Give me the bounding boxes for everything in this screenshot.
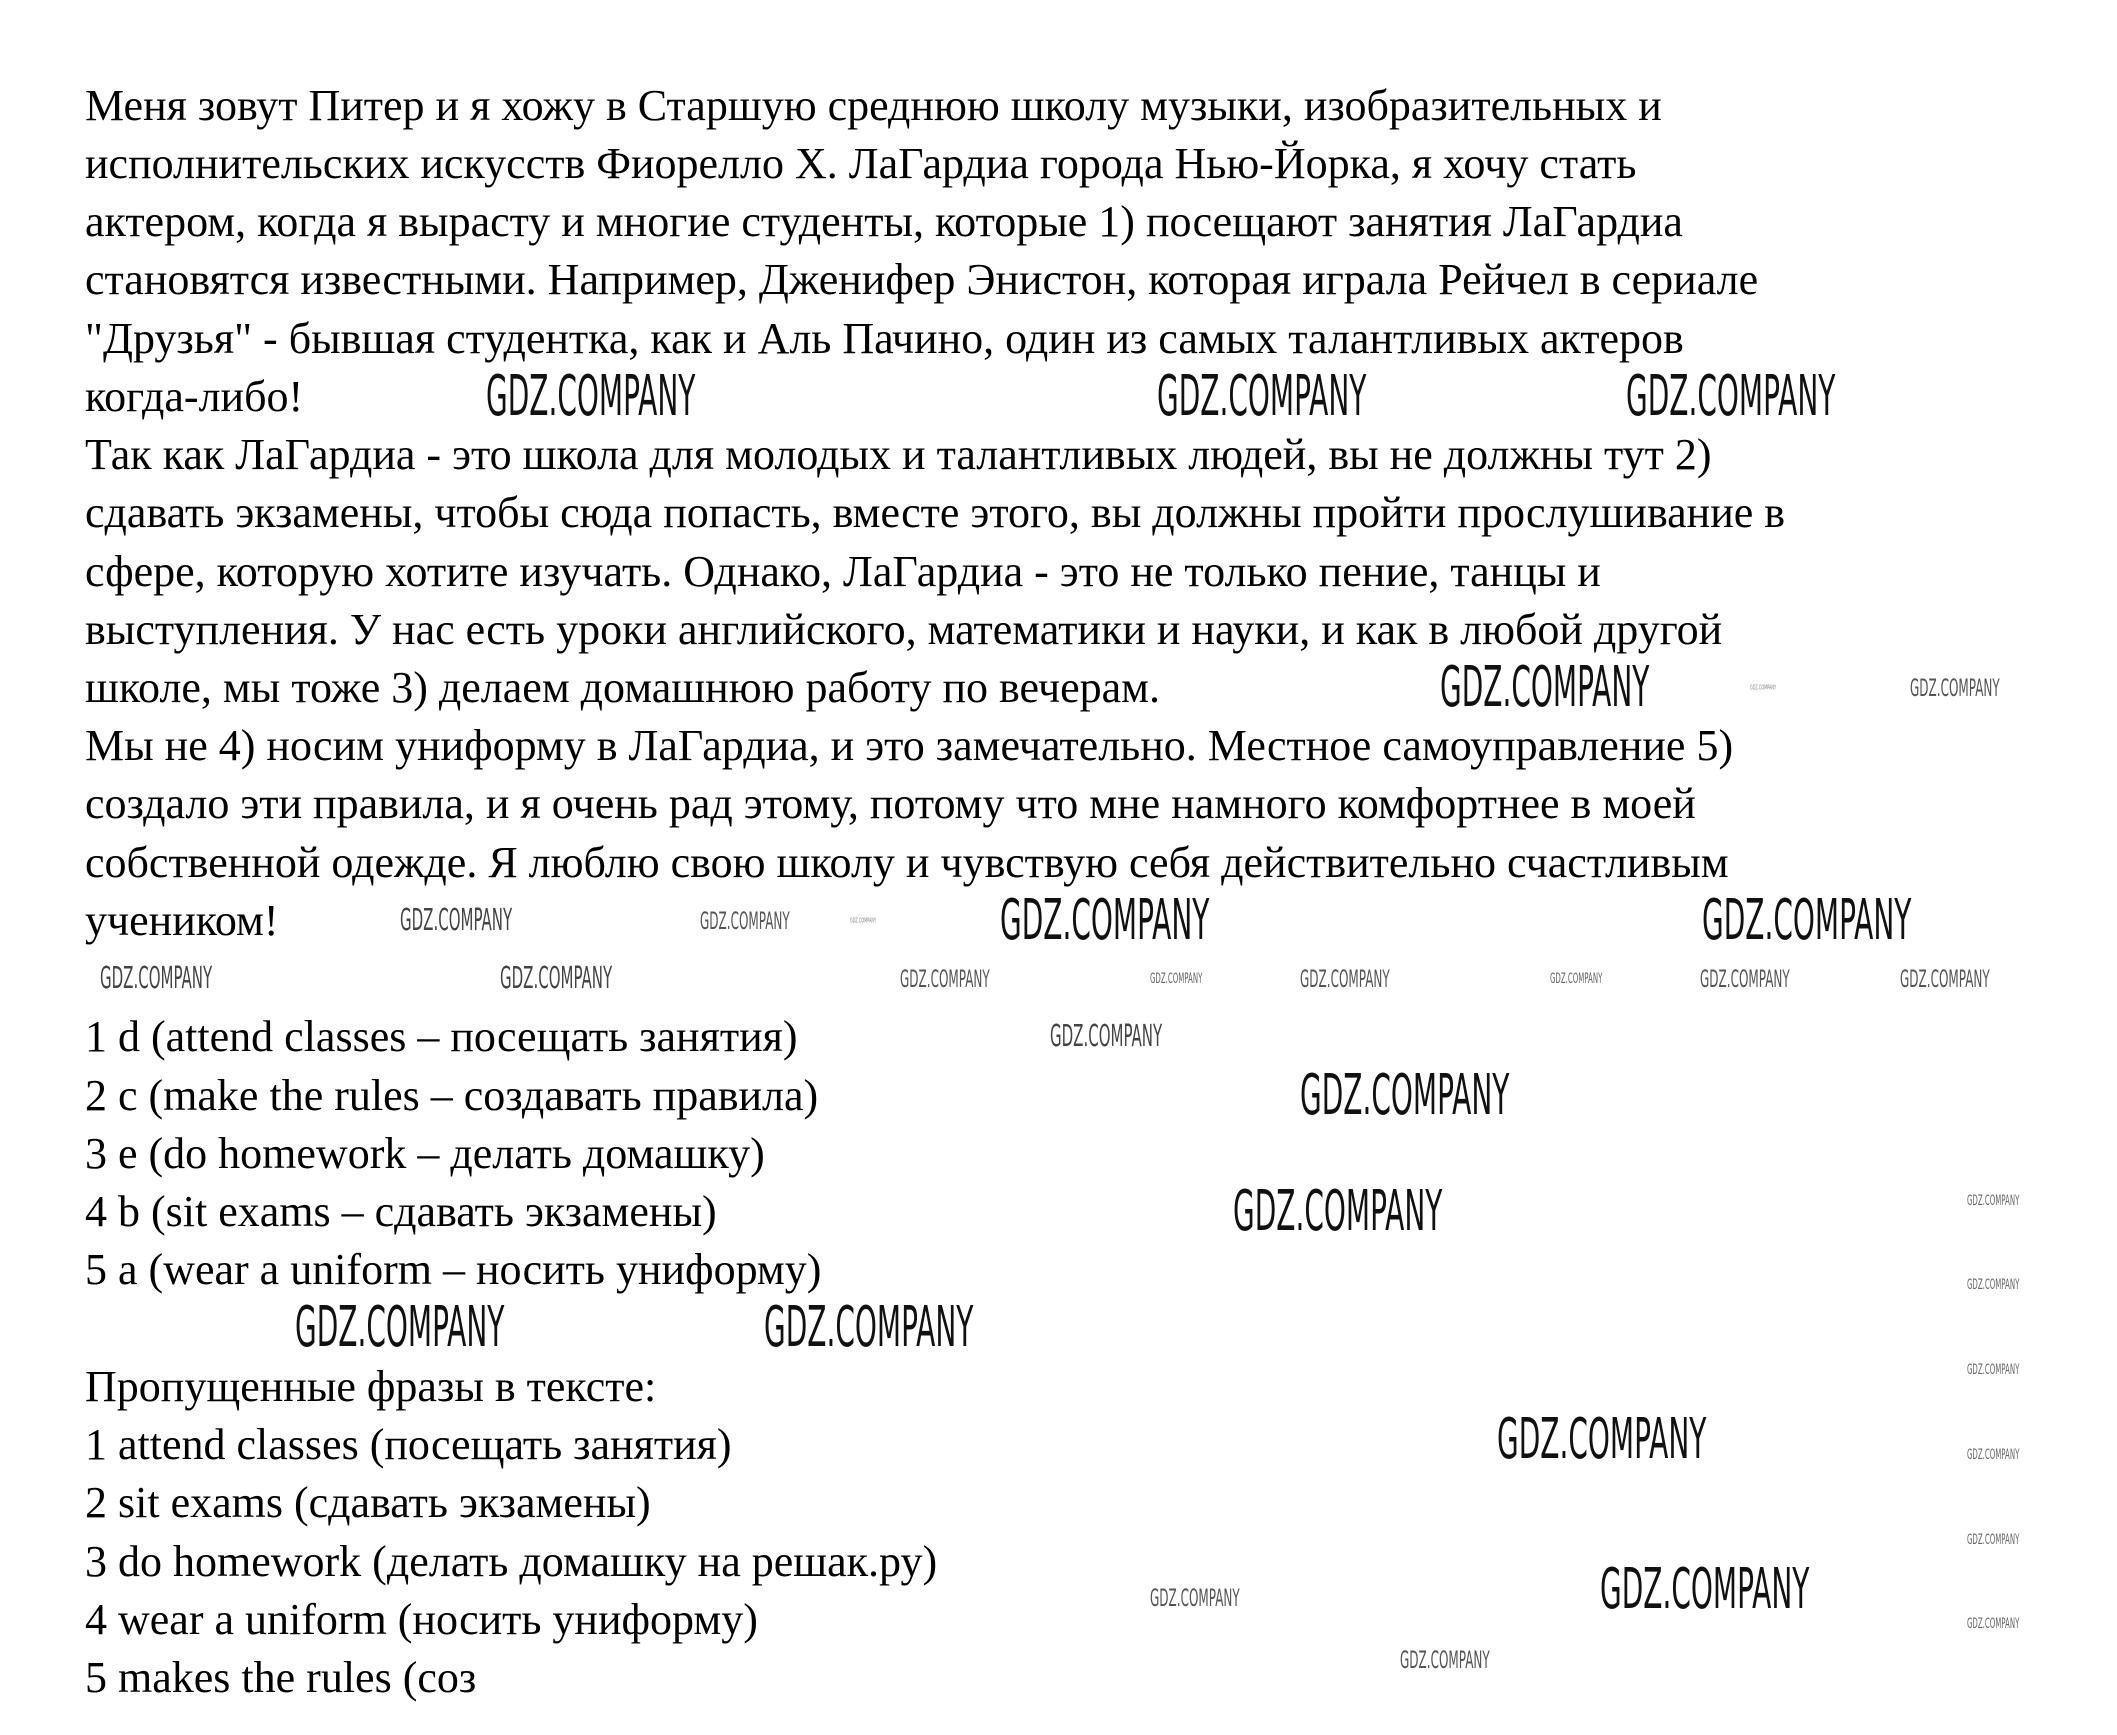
- watermark: GDZ.COMPANY: [850, 916, 877, 925]
- paragraph-line: Меня зовут Питер и я хожу в Старшую среднюю школу музыки, изобразительных и: [85, 81, 1662, 130]
- missing-phrase-item: 2 sit exams (сдавать экзамены): [85, 1478, 651, 1527]
- watermark: GDZ.COMPANY: [486, 364, 696, 429]
- paragraph-line: Мы не 4) носим униформу в ЛаГардиа, и это замечательно. Местное самоуправление 5): [85, 721, 1734, 770]
- watermark: GDZ.COMPANY: [764, 1295, 974, 1360]
- watermark: GDZ.COMPANY: [1967, 1362, 2020, 1378]
- paragraph-line: актером, когда я вырасту и многие студенты, которые 1) посещают занятия ЛаГардиа: [85, 197, 1683, 246]
- missing-phrase-item: 1 attend classes (посещать занятия): [85, 1420, 732, 1469]
- missing-phrase-item: 3 do homework (делать домашку на решак.ру): [85, 1537, 938, 1586]
- watermark: GDZ.COMPANY: [700, 907, 790, 935]
- paragraph-line: сдавать экзамены, чтобы сюда попасть, вместе этого, вы должны пройти прослушивание в: [85, 488, 1786, 537]
- paragraph-line: создало эти правила, и я очень рад этому, потому что мне намного комфортнее в моей: [85, 779, 1696, 828]
- paragraph-line: "Друзья" - бывшая студентка, как и Аль Пачино, один из самых талантливых актеров: [85, 314, 1684, 363]
- paragraph-line: исполнительских искусств Фиорелло Х. ЛаГардиа города Нью-Йорка, я хочу стать: [85, 139, 1637, 188]
- watermark: GDZ.COMPANY: [1626, 364, 1836, 429]
- watermark: GDZ.COMPANY: [1550, 971, 1603, 987]
- answer-item: 5 a (wear a uniform – носить униформу): [85, 1245, 822, 1294]
- paragraph-line: школе, мы тоже 3) делаем домашнюю работу по вечерам.: [85, 663, 1160, 712]
- watermark: GDZ.COMPANY: [1000, 888, 1210, 953]
- watermark: GDZ.COMPANY: [900, 965, 990, 993]
- paragraph-line: Так как ЛаГардиа - это школа для молодых и талантливых людей, вы не должны тут 2): [85, 430, 1712, 479]
- paragraph-line: учеником!: [85, 896, 279, 945]
- watermark: GDZ.COMPANY: [1050, 1019, 1163, 1054]
- watermark: GDZ.COMPANY: [400, 903, 513, 938]
- watermark: GDZ.COMPANY: [1157, 364, 1367, 429]
- watermark: GDZ.COMPANY: [1900, 965, 1990, 993]
- missing-phrases-heading: Пропущенные фразы в тексте:: [85, 1362, 657, 1411]
- answer-item: 2 c (make the rules – создавать правила): [85, 1071, 819, 1120]
- watermark: GDZ.COMPANY: [1700, 965, 1790, 993]
- watermark: GDZ.COMPANY: [1440, 655, 1650, 720]
- watermark: GDZ.COMPANY: [1400, 1646, 1490, 1674]
- watermark: GDZ.COMPANY: [1497, 1407, 1707, 1472]
- watermark: GDZ.COMPANY: [100, 961, 213, 996]
- paragraph-line: выступления. У нас есть уроки английского, математики и науки, и как в любой другой: [85, 605, 1723, 654]
- answer-item: 4 b (sit exams – сдавать экзамены): [85, 1187, 717, 1236]
- watermark: GDZ.COMPANY: [1967, 1193, 2020, 1209]
- watermark: GDZ.COMPANY: [1967, 1616, 2020, 1632]
- watermark: GDZ.COMPANY: [1910, 674, 2000, 702]
- watermark: GDZ.COMPANY: [500, 961, 613, 996]
- paragraph-line: собственной одежде. Я люблю свою школу и чувствую себя действительно счастливым: [85, 838, 1729, 887]
- watermark: GDZ.COMPANY: [1300, 1063, 1510, 1128]
- watermark: GDZ.COMPANY: [1750, 683, 1777, 692]
- watermark: GDZ.COMPANY: [1702, 888, 1912, 953]
- missing-phrase-item: 4 wear a uniform (носить униформу): [85, 1595, 758, 1644]
- paragraph-line: когда-либо!: [85, 372, 304, 421]
- watermark: GDZ.COMPANY: [295, 1295, 505, 1360]
- paragraph-line: становятся известными. Например, Дженифер Энистон, которая играла Рейчел в сериале: [85, 255, 1759, 304]
- watermark: GDZ.COMPANY: [1967, 1447, 2020, 1463]
- paragraph-line: сфере, которую хотите изучать. Однако, ЛаГардиа - это не только пение, танцы и: [85, 547, 1601, 596]
- watermark: GDZ.COMPANY: [1600, 1557, 1810, 1622]
- watermark: GDZ.COMPANY: [1233, 1179, 1443, 1244]
- watermark: GDZ.COMPANY: [1150, 1584, 1240, 1612]
- watermark: GDZ.COMPANY: [1967, 1532, 2020, 1548]
- missing-phrase-item: 5 makes the rules (соз: [85, 1653, 477, 1702]
- watermark: GDZ.COMPANY: [1967, 1277, 2020, 1293]
- watermark: GDZ.COMPANY: [1150, 971, 1203, 987]
- answer-item: 3 e (do homework – делать домашку): [85, 1129, 765, 1178]
- answer-item: 1 d (attend classes – посещать занятия): [85, 1012, 798, 1061]
- watermark: GDZ.COMPANY: [1300, 965, 1390, 993]
